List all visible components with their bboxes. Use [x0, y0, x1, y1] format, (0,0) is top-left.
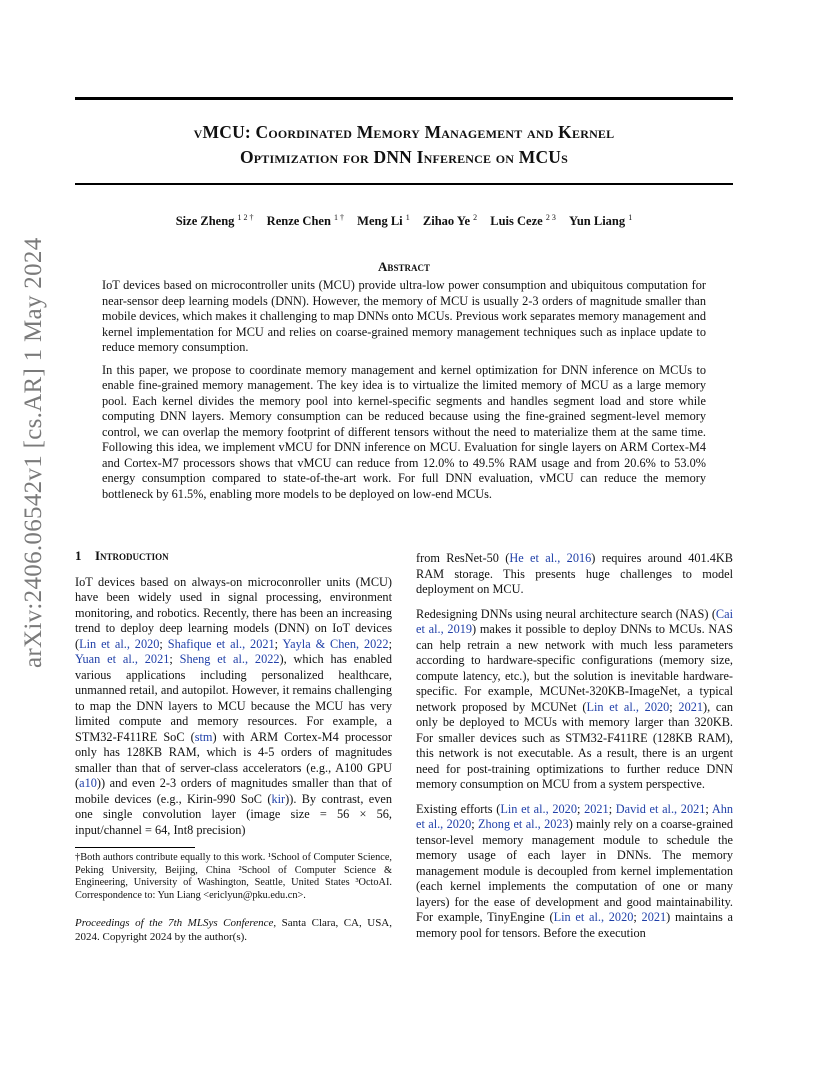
citation-link[interactable]: He et al., 2016 — [509, 551, 592, 565]
citation-link[interactable]: Yayla & Chen, 2022 — [282, 636, 389, 651]
citation-link[interactable]: stm — [194, 729, 213, 744]
citation-link[interactable]: Yuan et al., 2021 — [75, 652, 170, 666]
citation-link[interactable]: kir — [271, 791, 286, 806]
citation-link[interactable]: a10 — [79, 776, 97, 790]
section-number: 1 — [75, 548, 82, 563]
author: Renze Chen $^{1 \dagger}$ — [266, 213, 345, 229]
top-rule — [75, 97, 733, 100]
citation-link[interactable]: 2021 — [584, 801, 609, 816]
author: Yun Liang $^1$ — [568, 213, 633, 229]
footnote-rule — [75, 847, 195, 848]
section-heading-introduction — [75, 548, 392, 564]
author: Luis Ceze $^{2 3}$ — [490, 213, 556, 229]
citation-link[interactable]: David et al., 2021 — [615, 801, 706, 816]
left-column — [75, 548, 392, 944]
bottom-rule — [75, 183, 733, 185]
citation-link[interactable]: Ahn et al., 2020 — [416, 801, 734, 831]
citation-link[interactable]: Cai et al., 2019 — [416, 606, 733, 636]
footnote: †Both authors contribute equally to this work. ¹School of Computer Science, Peking University, Beijing, China ²School of Computer Science & Engineering, University of Washington, Seattle, United States ³OctoAI. Correspondence to: Yun Liang <ericlyun@pku.edu.cn>. — [75, 852, 392, 901]
title-line-1: vMCU: Coordinated Memory Management and Kernel — [193, 122, 615, 142]
citation-link[interactable]: 2021 — [641, 910, 667, 924]
proceedings-note: Proceedings of the 7th MLSys Conference, Santa Clara, CA, USA, 2024. Copyright 2024 by the author(s). — [75, 917, 393, 943]
author-list — [75, 213, 733, 229]
citation-link[interactable]: Zhong et al., 2023 — [478, 817, 569, 831]
abstract-paragraph-2: In this paper, we propose to coordinate memory management and kernel optimization for DNN inference on MCUs to enable fine-grained memory management. The key idea is to virtualize the limited memory of MCU as a large memory pool. Each kernel divides the memory pool into kernel-specific segments and handles segment load and store while computing DNN layers. Memory consumption can be reduced because using the fine-grained segment-level memory control, we can overlap the memory footprint of different tensors without the need to materialize them at the same time. Following this idea, we implement vMCU for DNN inference on MCU. Evaluation for single layers on ARM Cortex-M4 and Cortex-M7 processors shows that vMCU can reduce from 12.0% to 49.5% RAM usage and from 20.6% to 53.0% energy consumption compared to state-of-the-art work. For full DNN evaluation, vMCU can reduce the memory bottleneck by 61.5%, enabling more models to be deployed on low-end MCUs. — [102, 362, 706, 501]
paper-title — [75, 120, 733, 170]
citation-link[interactable]: Lin et al., 2020 — [586, 699, 670, 714]
intro-paragraph-1: IoT devices based on always-on microconroller units (MCU) have been widely used in signal processing, environment monitoring, and robotics. Recently, there has been an increasing trend to deploy deep learning models (DNN) on IoT devices (Lin et al., 2020; Shafique et al., 2021; Yayla & Chen, 2022; Yuan et al., 2021; Sheng et al., 2022), which has enabled various applications including personalized healthcare, unmanned retail, and autopilot. However, it remains challenging to map the DNN layers to MCU because the MCU has very limited compute and memory resources. For example, a STM32-F411RE SoC (stm) with ARM Cortex-M4 processor only has 128KB RAM, which is 4-5 orders of magnitudes smaller than that of server-class accelerators (e.g., A100 GPU (a10)) and even 2-3 orders of magnitudes smaller than that of mobile devices (e.g., Kirin-990 SoC (kir)). By contrast, even one single convolution layer (image size = 56 × 56, input/channel = 64, Int8 precision) — [75, 574, 392, 837]
abstract-paragraph-1: IoT devices based on microcontroller units (MCU) provide ultra-low power consumption and ubiquitous computation for near-sensor deep learning models (DNN). However, the memory of MCU is usually 2-3 orders of magnitude smaller than mobile devices, which makes it challenging to map DNNs onto MCUs. Previous work separates memory management and kernel implementation for MCU and relies on coarse-grained memory management techniques such as inplace update to reduce memory consumption. — [102, 278, 706, 354]
intro-paragraph-4: Existing efforts (Lin et al., 2020; 2021; David et al., 2021; Ahn et al., 2020; Zhong et al., 2023) mainly rely on a coarse-grained tensor-level memory management module to schedule the memory usage of each layer in DNNs. The memory management module is decoupled from kernel implementation (each kernel implements the computation of one or many layers) for the ease of development and good maintainability. For example, TinyEngine (Lin et al., 2020; 2021) maintains a memory pool for tensors. Before the execution — [416, 801, 734, 940]
citation-link[interactable]: Lin et al., 2020 — [553, 910, 634, 924]
citation-link[interactable]: Shafique et al., 2021 — [167, 636, 275, 651]
arxiv-watermark: arXiv:2406.06542v1 [cs.AR] 1 May 2024 — [20, 237, 47, 668]
abstract-heading: Abstract — [378, 259, 430, 274]
abstract-body — [102, 278, 706, 509]
right-column — [416, 551, 733, 950]
author: Meng Li $^1$ — [357, 213, 410, 229]
citation-link[interactable]: 2021 — [678, 699, 704, 714]
citation-link[interactable]: Lin et al., 2020 — [500, 801, 577, 816]
author: Size Zheng $^{1 2 \dagger}$ — [175, 213, 254, 229]
section-title: Introduction — [95, 548, 169, 563]
title-line-2: Optimization for DNN Inference on MCUs — [239, 147, 569, 167]
author: Zihao Ye $^2$ — [422, 213, 478, 229]
citation-link[interactable]: Sheng et al., 2022 — [179, 652, 280, 666]
intro-paragraph-2: from ResNet-50 (He et al., 2016) requires around 401.4KB RAM storage. This presents huge challenges to model deployment on MCU. — [416, 551, 733, 596]
intro-paragraph-3: Redesigning DNNs using neural architecture search (NAS) (Cai et al., 2019) makes it possible to deploy DNNs to MCUs. NAS can help retrain a new network with much less parameters according to hardware-specific configurations (memory size, compute latency, etc.), but the solution is inevitable hardware-specific. For example, MCUNet-320KB-ImageNet, a typical network proposed by MCUNet (Lin et al., 2020; 2021), can only be deployed to MCUs with memory larger than 320KB. For smaller devices such as STM32-F411RE (128KB RAM), this network is not executable. As a result, there is an urgent need for post-training optimizations to further reduce DNN memory consumption on MCU from a system perspective. — [416, 606, 733, 791]
citation-link[interactable]: Lin et al., 2020 — [79, 636, 160, 651]
